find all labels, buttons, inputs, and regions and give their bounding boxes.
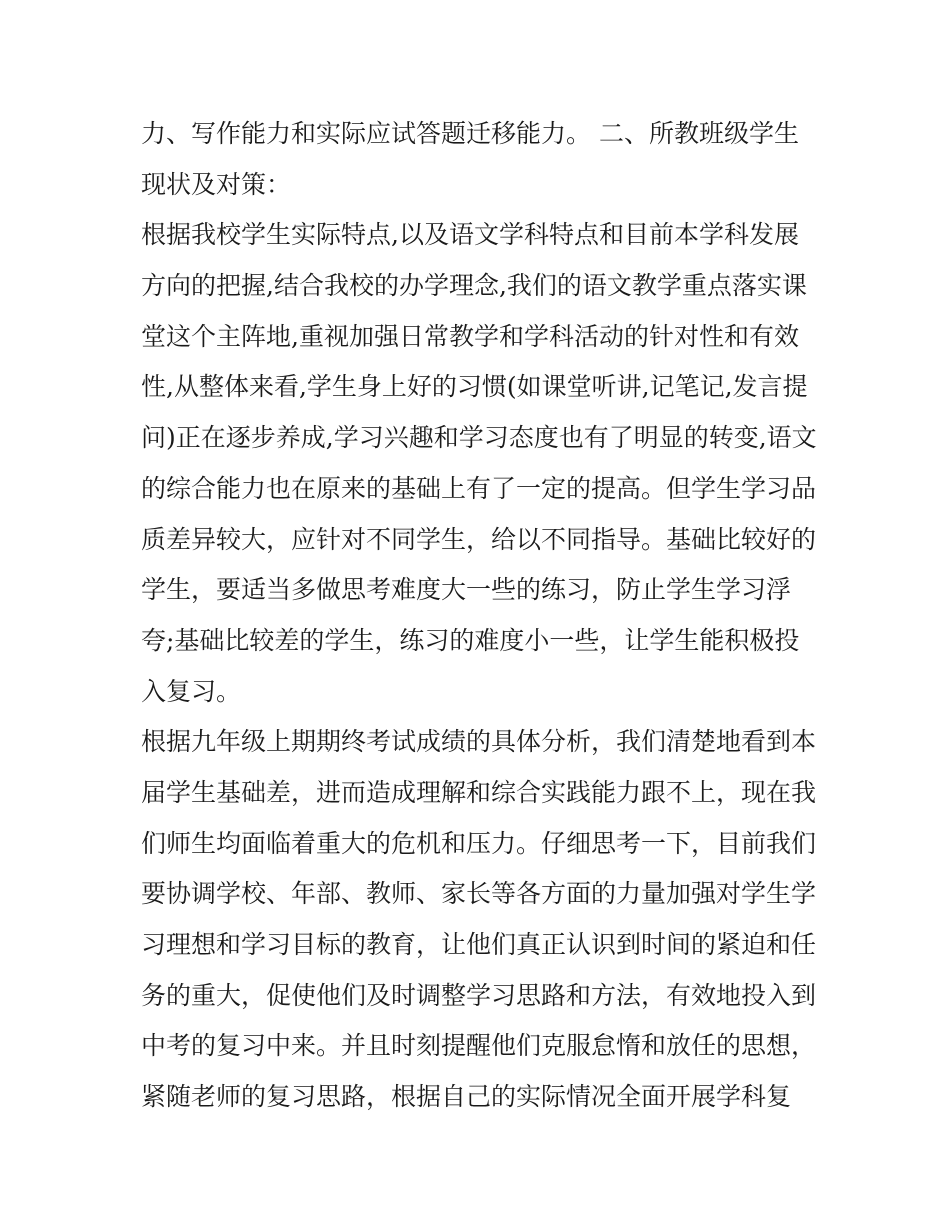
text-line: 务的重大，促使他们及时调整学习思路和方法，有效地投入到 [141,980,817,1010]
text-line: 们师生均面临着重大的危机和压力。仔细思考一下，目前我们 [141,828,817,858]
text-line: 根据我校学生实际特点,以及语文学科特点和目前本学科发展 [141,220,799,250]
text-line: 中考的复习中来。并且时刻提醒他们克服怠惰和放任的思想， [141,1031,817,1061]
text-line: 的综合能力也在原来的基础上有了一定的提高。但学生学习品 [141,473,817,503]
text-line: 堂这个主阵地,重视加强日常教学和学科活动的针对性和有效 [141,321,799,351]
text-line: 性,从整体来看,学生身上好的习惯(如课堂听讲,记笔记,发言提 [141,372,808,402]
text-line: 要协调学校、年部、教师、家长等各方面的力量加强对学生学 [141,879,817,909]
text-line: 紧随老师的复习思路，根据自己的实际情况全面开展学科复 [141,1082,792,1112]
text-line: 根据九年级上期期终考试成绩的具体分析，我们清楚地看到本 [141,727,817,757]
text-line: 入复习。 [141,676,242,706]
text-line: 学生，要适当多做思考难度大一些的练习，防止学生学习浮 [141,575,792,605]
text-line: 届学生基础差，进而造成理解和综合实践能力跟不上，现在我 [141,777,817,807]
text-line: 习理想和学习目标的教育，让他们真正认识到时间的紧迫和任 [141,930,817,959]
document-body [141,109,817,1123]
text-line: 现状及对策： [141,169,292,199]
text-line: 方向的把握,结合我校的办学理念,我们的语文教学重点落实课 [141,271,807,301]
text-line: 夸;基础比较差的学生，练习的难度小一些，让学生能积极投 [141,625,800,655]
text-line: 问)正在逐步养成,学习兴趣和学习态度也有了明显的转变,语文 [141,423,817,453]
text-line: 质差异较大，应针对不同学生，给以不同指导。基础比较好的 [141,524,817,554]
text-line: 力、写作能力和实际应试答题迁移能力。 二、所教班级学生 [141,119,799,148]
